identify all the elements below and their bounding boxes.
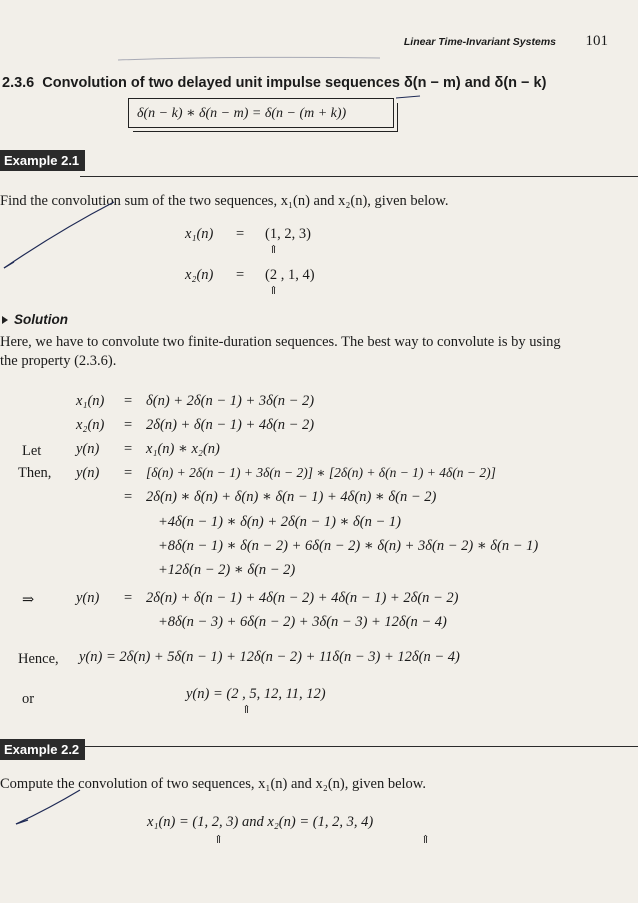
row-equals: = [124, 590, 133, 606]
let-label: Let [22, 443, 42, 459]
running-header: Linear Time-Invariant Systems [403, 36, 556, 48]
seq2-lhs: x₂(n) [185, 267, 214, 283]
implies-symbol: ⇒ [22, 592, 35, 608]
hence-label: Hence, [18, 651, 59, 667]
section-heading [2, 75, 546, 91]
row-equals: = [124, 465, 133, 481]
example-2-1-rule [80, 176, 638, 177]
solution-heading: Solution [2, 312, 68, 327]
row-rhs: δ(n) + 2δ(n − 1) + 3δ(n − 2) [146, 393, 315, 409]
ex22-arrow-2: ⇑ [421, 834, 431, 846]
row-equals: = [124, 393, 133, 409]
solution-intro-1: Here, we have to convolute two finite-duration sequences. The best way to convolute is by using [0, 334, 561, 350]
page-number: 101 [585, 33, 608, 49]
row-rhs: 2δ(n) ∗ δ(n) + δ(n) ∗ δ(n − 1) + 4δ(n) ∗ δ(n − 2) [146, 489, 437, 505]
example-2-2-problem: Compute the convolution of two sequences, x₁(n) and x₂(n), given below. [0, 776, 426, 792]
section-title: Convolution of two delayed unit impulse sequences δ(n − m) and δ(n − k) [42, 75, 547, 91]
row-rhs: +8δ(n − 3) + 6δ(n − 2) + 3δ(n − 3) + 12δ(n − 4) [158, 614, 447, 630]
row-rhs: [δ(n) + 2δ(n − 1) + 3δ(n − 2)] ∗ [2δ(n) + δ(n − 1) + 4δ(n − 2)] [146, 465, 496, 480]
row-rhs: +12δ(n − 2) ∗ δ(n − 2) [158, 562, 296, 578]
triangle-bullet-icon [2, 316, 8, 324]
row-rhs: x₁(n) ∗ x₂(n) [146, 441, 220, 457]
example-2-1-problem: Find the convolution sum of the two sequences, x₁(n) and x₂(n), given below. [0, 193, 449, 209]
row-lhs: x₂(n) [76, 417, 105, 433]
row-equals: = [124, 441, 133, 457]
row-equals: = [124, 417, 133, 433]
seq1-lhs: x₁(n) [185, 226, 214, 242]
seq2-origin-arrow: ⇑ [269, 285, 279, 297]
final-origin-arrow: ⇑ [242, 704, 252, 716]
seq1-eq: = [236, 226, 245, 242]
row-rhs: +4δ(n − 1) ∗ δ(n) + 2δ(n − 1) ∗ δ(n − 1) [158, 514, 401, 530]
row-rhs: 2δ(n) + δ(n − 1) + 4δ(n − 2) [146, 417, 315, 433]
row-equals: = [124, 489, 133, 505]
boxed-identity: δ(n − k) ∗ δ(n − m) = δ(n − (m + k)) [128, 98, 394, 128]
section-number: 2.3.6 [2, 75, 35, 91]
or-label: or [22, 691, 35, 707]
row-rhs: 2δ(n) + δ(n − 1) + 4δ(n − 2) + 4δ(n − 1) + 2δ(n − 2) [146, 590, 459, 606]
row-lhs: y(n) [76, 590, 100, 606]
ex22-arrow-1: ⇑ [214, 834, 224, 846]
row-lhs: y(n) [76, 465, 100, 481]
example-2-2-label: Example 2.2 [0, 739, 85, 760]
example-2-2-rule [85, 746, 638, 747]
example-2-1-label: Example 2.1 [0, 150, 85, 171]
seq2-rhs: (2 , 1, 4) [265, 267, 315, 283]
seq1-rhs: (1, 2, 3) [265, 226, 311, 242]
final-sequence: y(n) = (2 , 5, 12, 11, 12) [186, 686, 326, 702]
example-2-2-equation: x₁(n) = (1, 2, 3) and x₂(n) = (1, 2, 3, 4) [147, 814, 374, 830]
seq2-eq: = [236, 267, 245, 283]
then-label: Then, [18, 465, 52, 481]
row-lhs: y(n) [76, 441, 100, 457]
row-rhs: +8δ(n − 1) ∗ δ(n − 2) + 6δ(n − 2) ∗ δ(n) + 3δ(n − 2) ∗ δ(n − 1) [158, 538, 539, 554]
hence-equation: y(n) = 2δ(n) + 5δ(n − 1) + 12δ(n − 2) + 11δ(n − 3) + 12δ(n − 4) [79, 649, 460, 665]
seq1-origin-arrow: ⇑ [269, 244, 279, 256]
row-lhs: x₁(n) [76, 393, 105, 409]
solution-intro-2: the property (2.3.6). [0, 353, 117, 369]
